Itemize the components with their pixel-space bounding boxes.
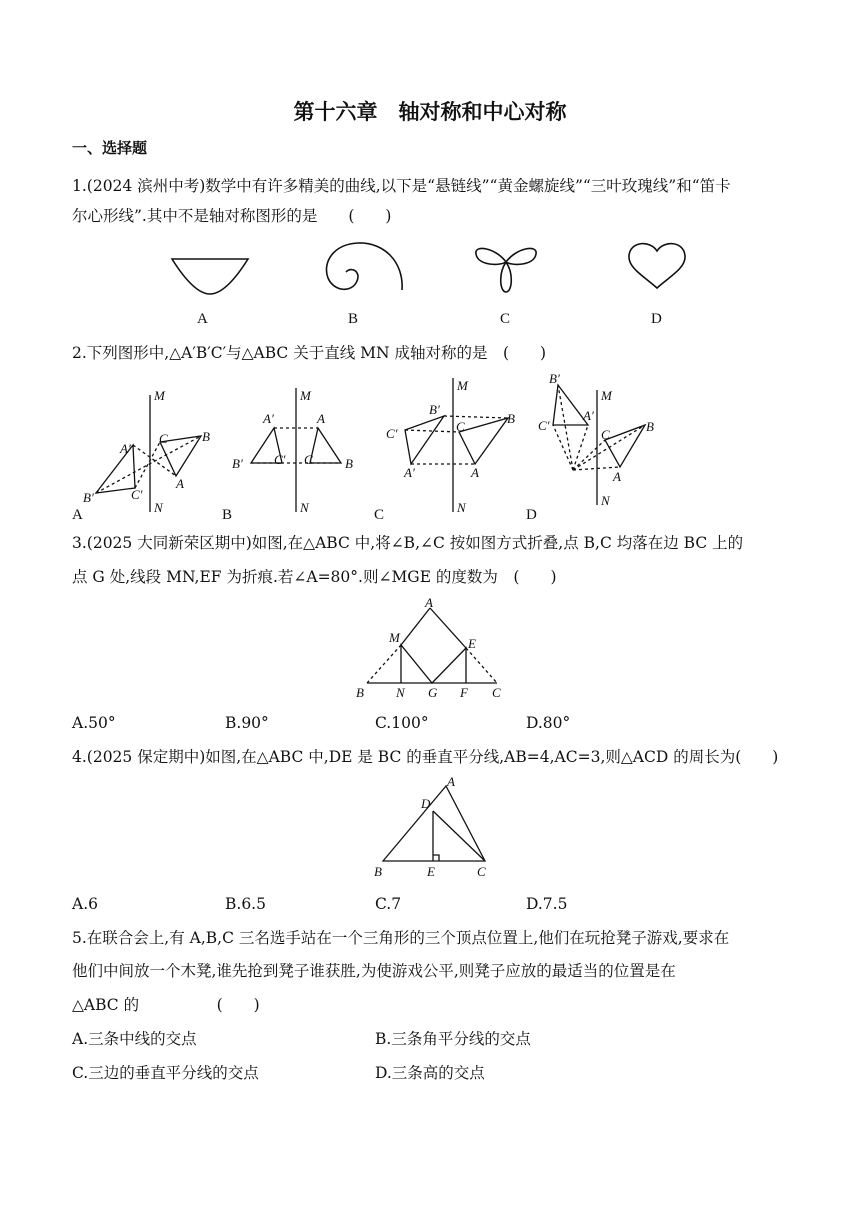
q5-option-d: D.三条高的交点 — [375, 1064, 485, 1082]
fig-b-label-m: M — [300, 388, 311, 403]
q3-option-a: A.50° — [72, 714, 116, 732]
fig-b-label-n: N — [300, 500, 309, 515]
chapter-title: 第十六章 轴对称和中心对称 — [293, 100, 567, 124]
fig-c-label-b: B — [507, 411, 515, 426]
q1-text-line1: 1.(2024 滨州中考)数学中有许多精美的曲线,以下是“悬链线”“黄金螺旋线”“三叶玫瑰线”和“笛卡 — [72, 177, 731, 195]
fig-d-label-a: A — [613, 469, 621, 484]
q5-option-b: B.三条角平分线的交点 — [375, 1030, 531, 1048]
q4-label-b: B — [374, 864, 382, 879]
q1-label-d: D — [651, 311, 662, 327]
q3-label-e: E — [468, 636, 476, 651]
fig-b-label-c: C — [304, 452, 313, 467]
fig-d-label-a-prime: A′ — [583, 408, 594, 423]
fig-d-label-b: B — [646, 419, 654, 434]
q5-option-c: C.三边的垂直平分线的交点 — [72, 1064, 259, 1082]
q4-label-e: E — [427, 864, 435, 879]
fig-d-label-m: M — [601, 388, 612, 403]
q3-text-line1: 3.(2025 大同新荣区期中)如图,在△ABC 中,将∠B,∠C 按如图方式折叠,点 B,C 均落在边 BC 上的 — [72, 534, 744, 552]
q4-option-d: D.7.5 — [526, 895, 568, 913]
q4-label-c: C — [477, 864, 486, 879]
fig-a-label-m: M — [154, 388, 165, 403]
fig-a-label-n: N — [154, 500, 163, 515]
fig-d-label-b-prime: B′ — [549, 371, 560, 386]
q4-option-c: C.7 — [375, 895, 402, 913]
q4-option-a: A.6 — [72, 895, 98, 913]
q2-label-d: D — [526, 507, 537, 523]
fig-a-label-c-prime: C′ — [131, 487, 143, 502]
q5-option-a: A.三条中线的交点 — [72, 1030, 197, 1048]
q3-label-c: C — [492, 685, 501, 700]
fig-c-label-b-prime: B′ — [429, 402, 440, 417]
q3-option-d: D.80° — [526, 714, 571, 732]
q1-text-line2: 尔心形线”.其中不是轴对称图形的是 ( ) — [72, 207, 392, 225]
fig-b-label-b: B — [345, 456, 353, 471]
q3-label-a: A — [425, 595, 433, 610]
q3-option-c: C.100° — [375, 714, 429, 732]
fig-a-label-a: A — [176, 476, 184, 491]
q3-label-n: N — [396, 685, 405, 700]
fig-a-label-b-prime: B′ — [83, 490, 94, 505]
q3-text-line2: 点 G 处,线段 MN,EF 为折痕.若∠A=80°.则∠MGE 的度数为 ( ) — [72, 568, 557, 586]
q5-text-line1: 5.在联合会上,有 A,B,C 三名选手站在一个三角形的三个顶点位置上,他们在玩抢凳子游戏,要求在 — [72, 929, 730, 947]
q3-option-b: B.90° — [225, 714, 269, 732]
q3-label-b: B — [356, 685, 364, 700]
fig-d-label-c-prime: C′ — [538, 418, 550, 433]
q1-label-b: B — [348, 311, 359, 327]
q5-text-line2: 他们中间放一个木凳,谁先抢到凳子谁获胜,为使游戏公平,则凳子应放的最适当的位置是在 — [72, 962, 676, 980]
q4-text: 4.(2025 保定期中)如图,在△ABC 中,DE 是 BC 的垂直平分线,AB=4,AC=3,则△ACD 的周长为( ) — [72, 748, 779, 766]
q1-label-c: C — [500, 311, 511, 327]
q3-label-g: G — [428, 685, 438, 700]
q3-label-m: M — [389, 630, 400, 645]
fig-d-label-n: N — [601, 493, 610, 508]
fig-c-label-a-prime: A′ — [404, 465, 415, 480]
section-heading: 一、选择题 — [72, 139, 148, 157]
fig-c-label-m: M — [457, 378, 468, 393]
fig-b-label-b-prime: B′ — [232, 456, 243, 471]
fig-c-label-c: C — [456, 419, 465, 434]
q4-label-a: A — [447, 774, 455, 789]
fig-c-label-a: A — [471, 465, 479, 480]
fig-d-label-c: C — [601, 427, 610, 442]
fig-a-label-c: C — [159, 431, 168, 446]
q3-label-f: F — [460, 685, 468, 700]
q2-label-b: B — [222, 507, 233, 523]
q2-text: 2.下列图形中,△A′B′C′与△ABC 关于直线 MN 成轴对称的是 ( ) — [72, 344, 547, 362]
q4-label-d: D — [421, 796, 431, 811]
q2-label-a: A — [72, 507, 83, 523]
q1-label-a: A — [197, 311, 208, 327]
fig-a-label-a-prime: A′ — [120, 441, 131, 456]
q5-text-line3: △ABC 的 ( ) — [72, 996, 260, 1014]
fig-c-label-n: N — [457, 500, 466, 515]
q4-option-b: B.6.5 — [225, 895, 266, 913]
fig-c-label-c-prime: C′ — [386, 426, 398, 441]
fig-b-label-a: A — [317, 411, 325, 426]
q2-label-c: C — [374, 507, 385, 523]
fig-a-label-b: B — [202, 429, 210, 444]
fig-b-label-a-prime: A′ — [263, 411, 274, 426]
fig-b-label-c-prime: C′ — [274, 452, 286, 467]
